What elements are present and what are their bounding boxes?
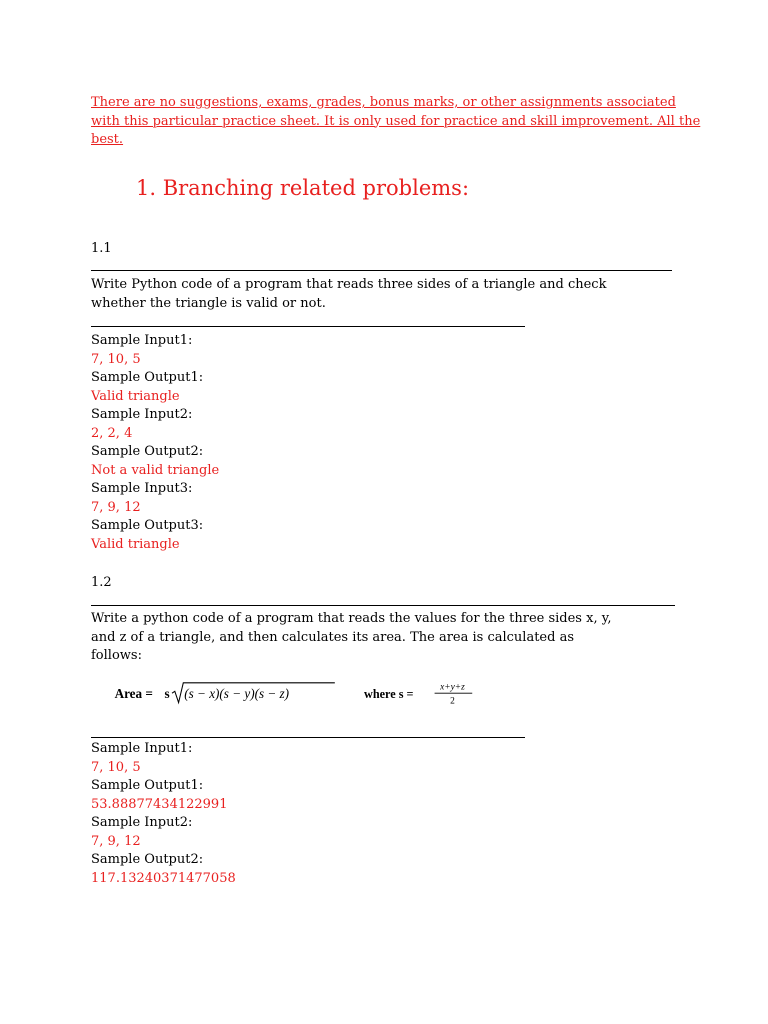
sample-value: 2, 2, 4 (91, 425, 133, 441)
formula-radicand: (s − x)(s − y)(s − z) (184, 685, 290, 701)
problem-number: 1.2 (91, 575, 112, 590)
sample-value: 7, 10, 5 (91, 351, 141, 367)
notice-line: best. (91, 132, 124, 147)
divider-line (91, 270, 672, 271)
description-line: Write Python code of a program that reads three sides of a triangle and check (91, 277, 607, 292)
sample-value: 7, 9, 12 (91, 499, 141, 515)
sample-label: Sample Output2: (91, 444, 204, 459)
sample-value: Valid triangle (91, 536, 180, 552)
notice-line: There are no suggestions, exams, grades, bonus marks, or other assignments associated (91, 95, 676, 110)
divider-line (91, 737, 525, 738)
sample-value: 53.88877434122991 (91, 796, 228, 812)
problem-description (91, 276, 606, 313)
notice-line: with this particular practice sheet. It is only used for practice and skill improvement. All the (91, 113, 701, 129)
practice-notice (91, 94, 701, 150)
problem-description (91, 610, 611, 666)
sample-label: Sample Output1: (91, 370, 204, 385)
formula-s: s (164, 685, 170, 701)
sample-label: Sample Input3: (91, 481, 193, 496)
sample-label: Sample Input2: (91, 407, 193, 422)
description-line: follows: (91, 648, 142, 663)
sample-value: Valid triangle (91, 388, 180, 404)
problem-number: 1.1 (91, 241, 112, 256)
sample-value: 7, 10, 5 (91, 759, 141, 775)
sample-io-list (91, 740, 236, 888)
area-formula (100, 680, 500, 712)
sample-label: Sample Output2: (91, 852, 204, 867)
sample-label: Sample Output1: (91, 778, 204, 793)
sample-label: Sample Output3: (91, 518, 204, 533)
description-line: whether the triangle is valid or not. (91, 295, 326, 311)
formula-numerator: x+y+z (440, 682, 465, 693)
sample-value: 117.13240371477058 (91, 870, 236, 886)
sample-label: Sample Input1: (91, 741, 193, 756)
sample-value: 7, 9, 12 (91, 833, 141, 849)
sample-label: Sample Input2: (91, 815, 193, 830)
divider-line (91, 326, 525, 327)
description-line: and z of a triangle, and then calculates its area. The area is calculated as (91, 629, 574, 645)
divider-line (91, 605, 675, 606)
sample-io-list (91, 332, 219, 554)
section-title: 1. Branching related problems: (136, 176, 470, 200)
sample-value: Not a valid triangle (91, 462, 220, 478)
description-line: Write a python code of a program that reads the values for the three sides x, y, (91, 611, 612, 626)
formula-area-label: Area = (114, 685, 153, 701)
sample-label: Sample Input1: (91, 333, 193, 348)
formula-where-label: where s = (364, 686, 414, 701)
formula-denominator: 2 (450, 696, 455, 707)
